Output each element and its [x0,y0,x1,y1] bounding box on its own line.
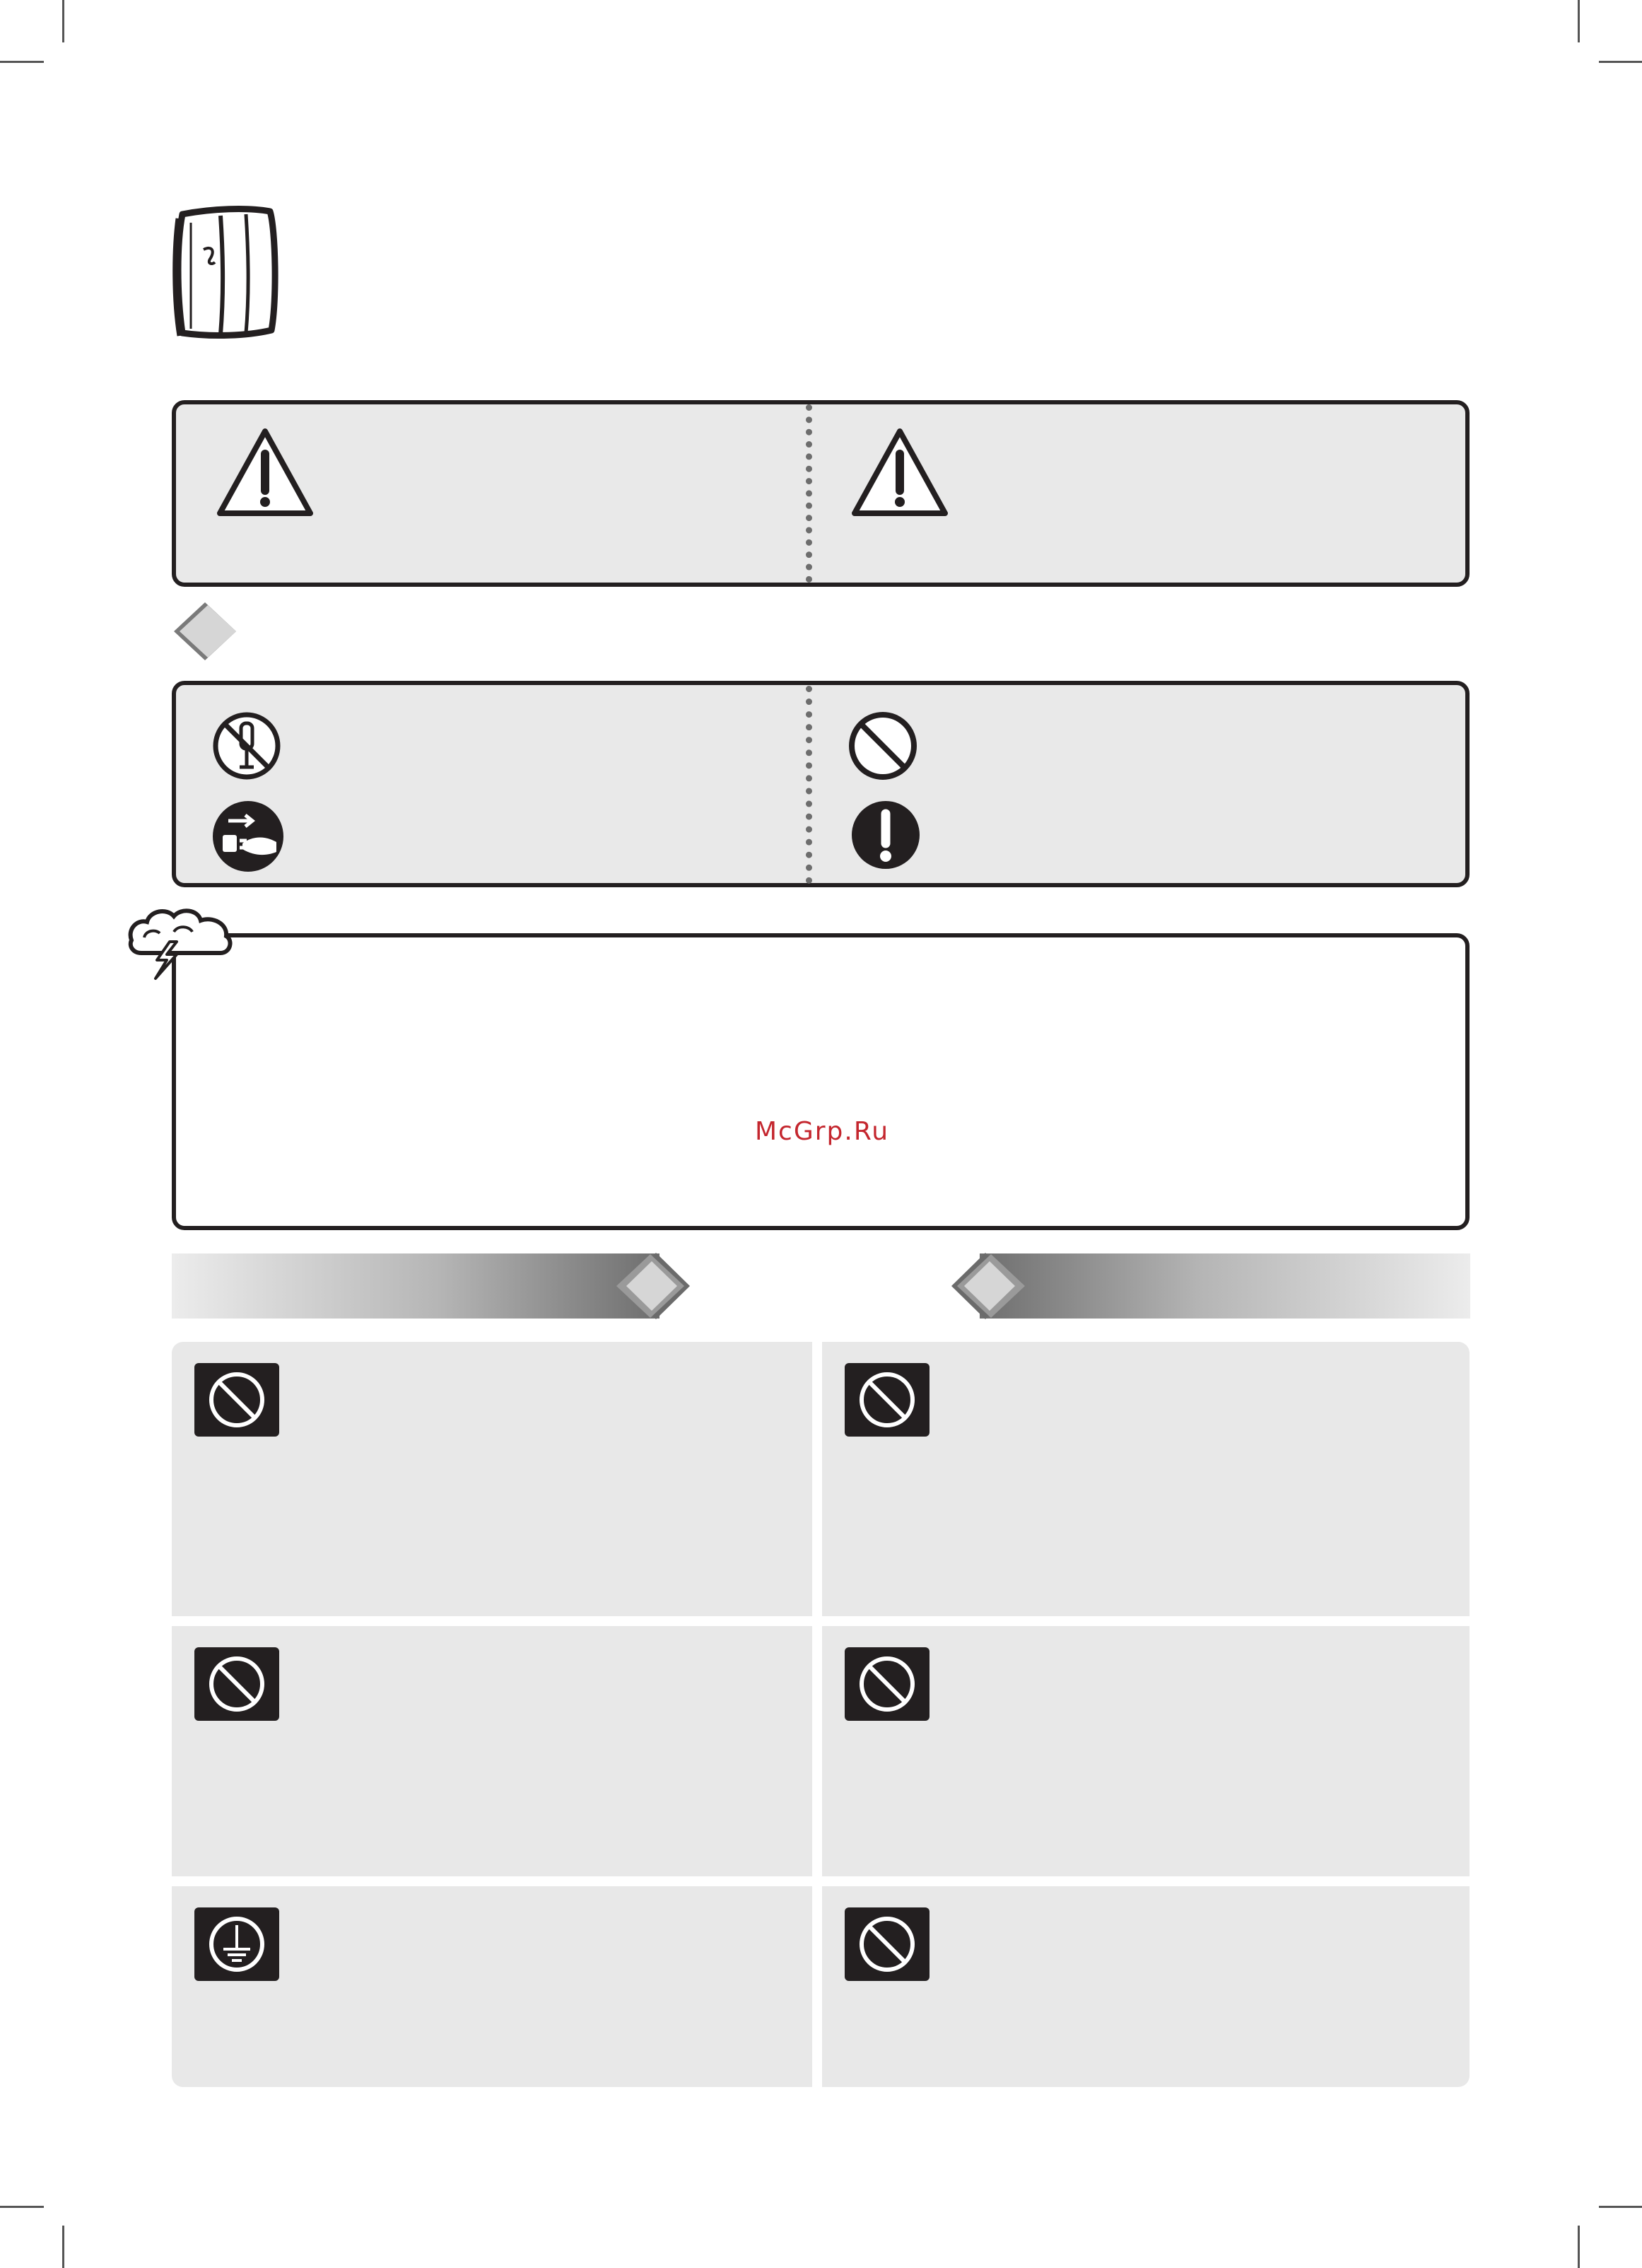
prohibited-icon [845,1647,930,1721]
note-box [172,933,1470,1230]
warning-caution-box [172,400,1470,587]
prohibited-icon [194,1647,279,1721]
section-header-bar-left [172,1253,659,1319]
prohibited-icon [845,1907,930,1981]
crop-mark [0,2206,44,2208]
section-diamond-icon [170,600,247,663]
safety-tile [822,1886,1470,2087]
storm-cloud-icon [124,904,237,981]
section-header-bar-right [980,1253,1470,1319]
section-diamond-icon [612,1247,697,1325]
watermark: McGrp.Ru [755,1117,890,1146]
caution-triangle-icon [850,426,949,518]
crop-mark [1578,0,1580,42]
safety-tile [822,1626,1470,1876]
no-disassembly-icon [211,711,282,781]
crop-mark [1578,2226,1580,2268]
crop-mark [0,61,44,63]
safety-tile [172,1342,812,1616]
crop-mark [62,0,64,42]
column-divider [806,686,812,884]
crop-mark [1599,61,1642,63]
crop-mark [62,2226,64,2268]
crop-mark [1599,2206,1642,2208]
prohibited-icon [848,711,918,781]
safety-tile [172,1626,812,1876]
section-diamond-icon [944,1247,1029,1325]
unplug-icon [211,800,285,873]
column-divider [806,404,812,583]
ground-icon [194,1907,279,1981]
prohibited-icon [194,1363,279,1437]
safety-tile [822,1342,1470,1616]
warning-triangle-icon [216,426,315,518]
prohibited-icon [845,1363,930,1437]
safety-tile [172,1886,812,2087]
refrigerator-icon [170,201,283,343]
mandatory-icon [850,800,921,870]
symbols-legend-box [172,681,1470,887]
